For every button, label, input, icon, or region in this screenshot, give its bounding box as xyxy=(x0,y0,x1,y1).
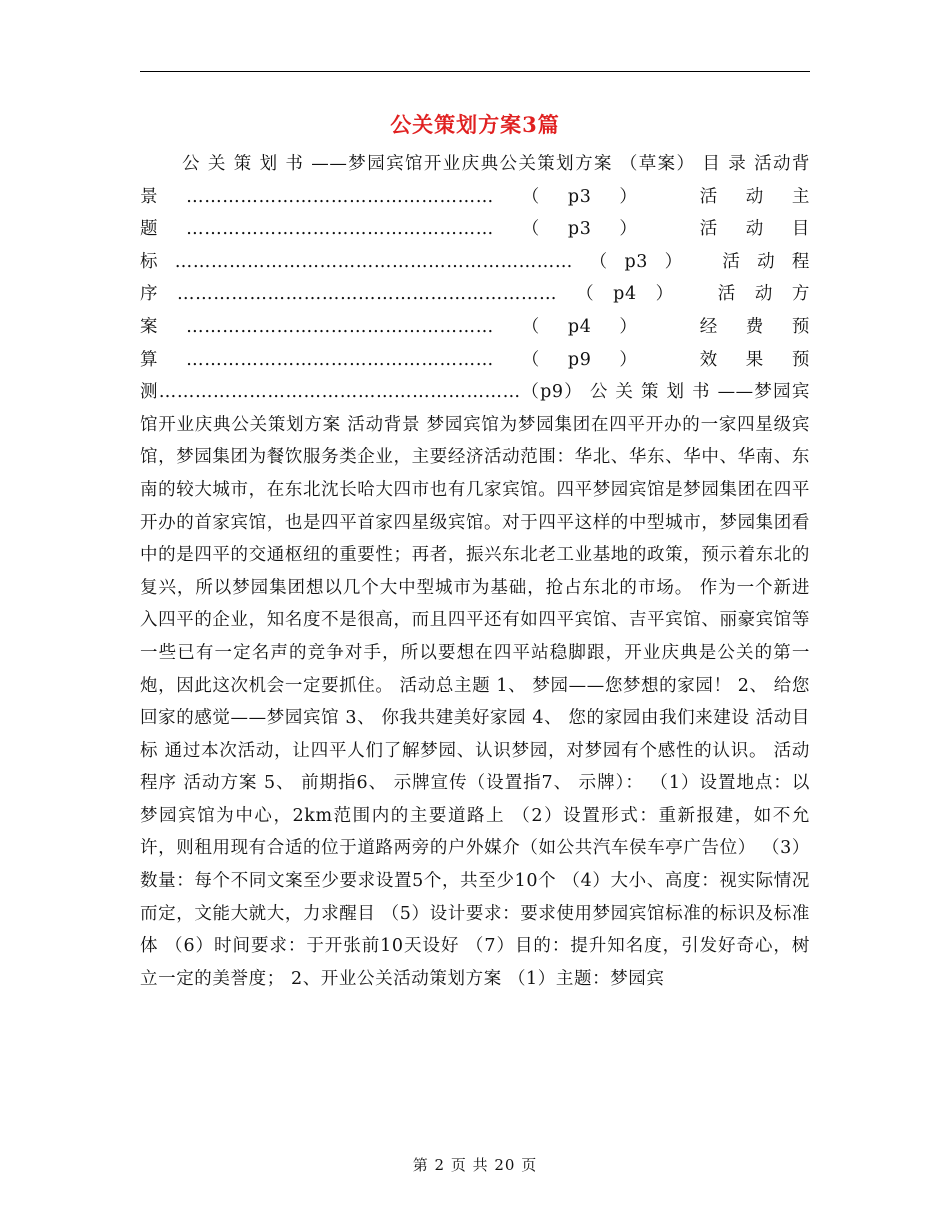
page-number: 第 2 页 共 20 页 xyxy=(412,1156,538,1174)
document-body xyxy=(140,148,810,995)
body-paragraph: 公 关 策 划 书 ——梦园宾馆开业庆典公关策划方案 （草案） 目 录 活动背景……………………………………………（p3） 活动主题……………………………………………（p3） 活动目标…………………………………………………………（p3） 活动程序………………………………………………………（p4） 活动方案……………………………………………（p4） 经费预算……………………………………………（p9） 效果预测……………………………………………………（p9） 公 关 策 划 书 ——梦园宾馆开业庆典公关策划方案 活动背景 梦园宾馆为梦园集团在四平开办的一家四星级宾馆，梦园集团为餐饮服务类企业，主要经济活动范围：华北、华东、华中、华南、东南的较大城市，在东北沈长哈大四市也有几家宾馆。四平梦园宾馆是梦园集团在四平开办的首家宾馆，也是四平首家四星级宾馆。对于四平这样的中型城市，梦园集团看中的是四平的交通枢纽的重要性；再者，振兴东北老工业基地的政策，预示着东北的复兴，所以梦园集团想以几个大中型城市为基础，抢占东北的市场。 作为一个新进入四平的企业，知名度不是很高，而且四平还有如四平宾馆、吉平宾馆、丽豪宾馆等一些已有一定名声的竞争对手，所以要想在四平站稳脚跟，开业庆典是公关的第一炮，因此这次机会一定要抓住。 活动总主题 1、 梦园——您梦想的家园！ 2、 给您回家的感觉——梦园宾馆 3、 你我共建美好家园 4、 您的家园由我们来建设 活动目标 通过本次活动，让四平人们了解梦园、认识梦园，对梦园有个感性的认识。 活动程序 活动方案 5、 前期指6、 示牌宣传（设置指7、 示牌）： （1）设置地点：以梦园宾馆为中心，2km范围内的主要道路上 （2）设置形式：重新报建，如不允许，则租用现有合适的位于道路两旁的户外媒介（如公共汽车侯车亭广告位） （3）数量：每个不同文案至少要求设置5个，共至少10个 （4）大小、高度：视实际情况而定，文能大就大，力求醒目 （5）设计要求：要求使用梦园宾馆标准的标识及标准体 （6）时间要求：于开张前10天设好 （7）目的：提升知名度，引发好奇心，树立一定的美誉度； 2、开业公关活动策划方案 （1）主题：梦园宾 xyxy=(140,154,810,989)
header-rule xyxy=(140,71,810,72)
document-title: 公关策划方案3篇 xyxy=(390,112,560,137)
